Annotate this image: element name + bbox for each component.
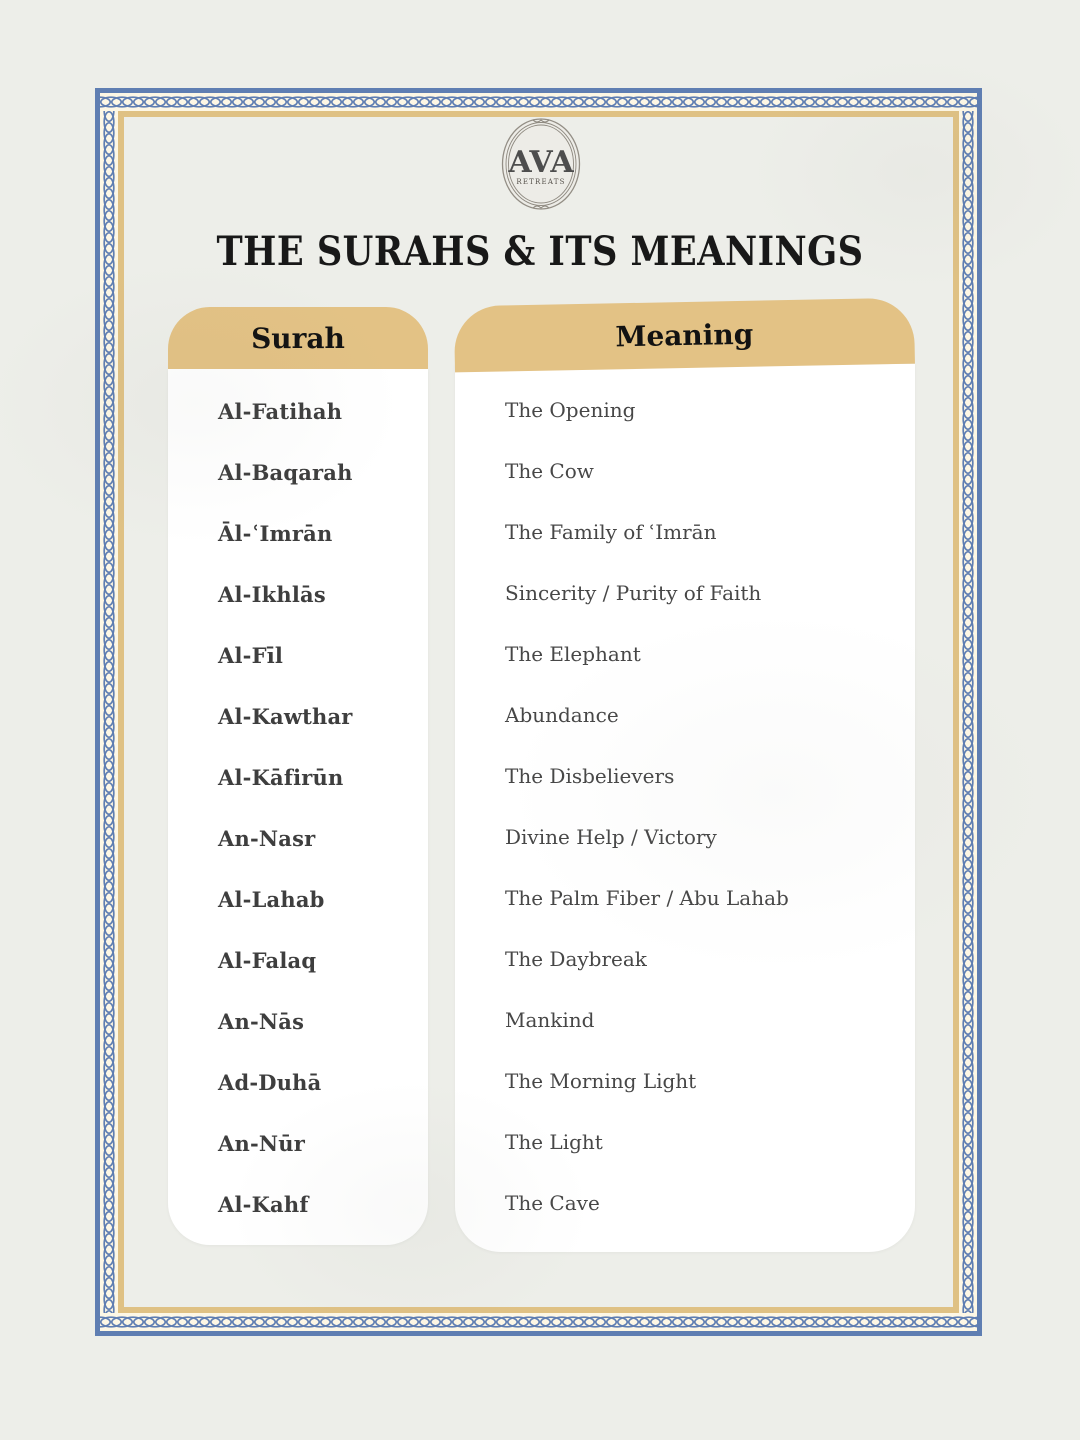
surah-name: Al-Kahf [218, 1192, 309, 1217]
table-row [455, 928, 915, 989]
logo-subtitle-text: RETREATS [516, 178, 566, 186]
table-row [455, 501, 915, 562]
table-row [455, 562, 915, 623]
chain-pattern-left [100, 111, 118, 1313]
table-row [168, 442, 428, 503]
table-row [168, 869, 428, 930]
table-row [455, 1050, 915, 1111]
surah-name: Al-Fatihah [218, 399, 343, 424]
table-row [455, 867, 915, 928]
table-row [455, 623, 915, 684]
meaning-text: The Cave [505, 1190, 600, 1215]
table-row [168, 625, 428, 686]
surah-name: Al-Falaq [218, 948, 317, 973]
surah-name: Al-Lahab [218, 887, 325, 912]
table-row [455, 1111, 915, 1172]
table-row [168, 1052, 428, 1113]
meaning-text: Sincerity / Purity of Faith [505, 580, 762, 605]
meaning-text: Abundance [505, 702, 619, 727]
table-row [455, 745, 915, 806]
meaning-text: Mankind [505, 1007, 595, 1032]
meaning-text: The Morning Light [505, 1068, 697, 1093]
surah-name: An-Nūr [218, 1131, 306, 1156]
page-title: THE SURAHS & ITS MEANINGS [216, 228, 864, 275]
table-row [455, 440, 915, 501]
meaning-text: The Light [505, 1129, 603, 1154]
table-row [168, 747, 428, 808]
ava-retreats-logo [500, 116, 582, 212]
surah-name: Āl-ʿImrān [218, 521, 333, 546]
meaning-text: The Family of ʿImrān [505, 519, 717, 544]
logo-brand-text: AVA [508, 145, 574, 180]
surah-name: Ad-Duhā [218, 1070, 322, 1095]
chain-pattern-top [100, 93, 977, 111]
table-row [168, 991, 428, 1052]
table-row [168, 381, 428, 442]
table-row [168, 1113, 428, 1174]
table-row [168, 1174, 428, 1235]
table-row [455, 684, 915, 745]
surah-name: Al-Kāfirūn [218, 765, 344, 790]
table-row [168, 564, 428, 625]
meaning-text: The Daybreak [505, 946, 647, 971]
meaning-text: The Disbelievers [505, 763, 675, 788]
surah-column-rows [168, 369, 428, 1245]
table-row [455, 806, 915, 867]
meaning-column-card [455, 302, 915, 1252]
meaning-text: The Opening [505, 397, 636, 422]
table-row [455, 1172, 915, 1233]
table-row [168, 503, 428, 564]
chain-pattern-bottom [100, 1313, 977, 1331]
meaning-text: Divine Help / Victory [505, 824, 717, 849]
surah-name: Al-Kawthar [218, 704, 353, 729]
chain-pattern-right [959, 111, 977, 1313]
surah-name: Al-Ikhlās [218, 582, 326, 607]
table-row [168, 686, 428, 747]
meaning-column-rows [455, 364, 915, 1252]
surah-name: Al-Fīl [218, 643, 284, 668]
surah-name: Al-Baqarah [218, 460, 353, 485]
table-row [455, 379, 915, 440]
meaning-text: The Elephant [505, 641, 641, 666]
surah-name: An-Nās [218, 1009, 305, 1034]
meaning-text: The Palm Fiber / Abu Lahab [505, 885, 789, 910]
table-row [168, 808, 428, 869]
surah-column-card [168, 307, 428, 1245]
surah-name: An-Nasr [218, 826, 316, 851]
surah-column-header: Surah [168, 307, 428, 369]
table-row [168, 930, 428, 991]
meaning-text: The Cow [505, 458, 594, 483]
meaning-column-header: Meaning [454, 298, 915, 373]
table-row [455, 989, 915, 1050]
